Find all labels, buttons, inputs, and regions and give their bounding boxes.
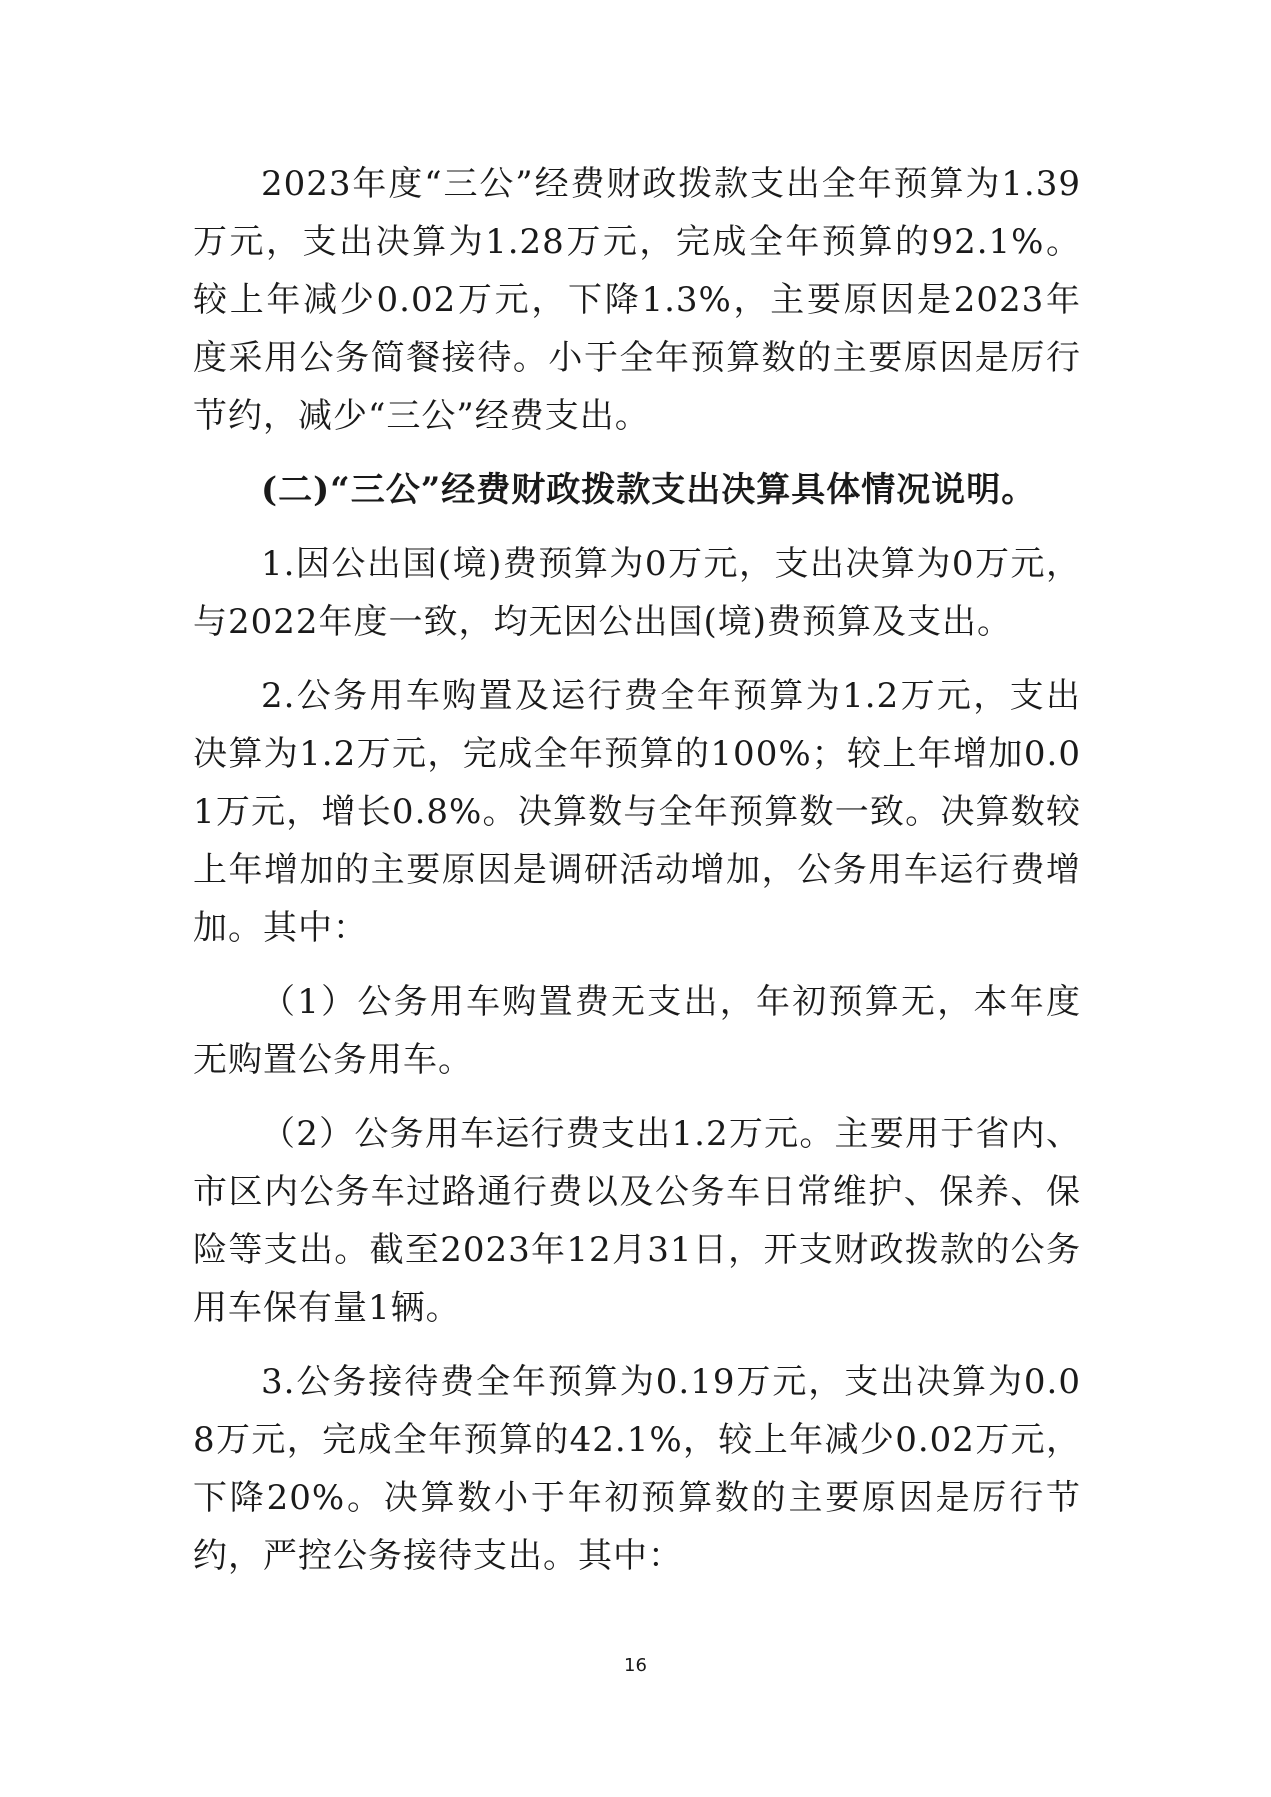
paragraph-official-reception: 3.公务接待费全年预算为0.19万元，支出决算为0.08万元，完成全年预算的42.1%，较上年减少0.02万元，下降20%。决算数小于年初预算数的主要原因是厉行节约，严控公务接待支出。其中：	[193, 1362, 1081, 1576]
paragraph-overseas-travel: 1.因公出国(境)费预算为0万元，支出决算为0万元，与2022年度一致，均无因公出国(境)费预算及支出。	[193, 544, 1081, 642]
paragraph-official-vehicles: 2.公务用车购置及运行费全年预算为1.2万元，支出决算为1.2万元，完成全年预算的100%；较上年增加0.01万元，增长0.8%。决算数与全年预算数一致。决算数较上年增加的主要原因是调研活动增加，公务用车运行费增加。其中：	[193, 676, 1081, 948]
paragraph-vehicle-operation: （2）公务用车运行费支出1.2万元。主要用于省内、市区内公务车过路通行费以及公务车日常维护、保养、保险等支出。截至2023年12月31日，开支财政拨款的公务用车保有量1辆。	[193, 1114, 1081, 1328]
paragraph-budget-summary: 2023年度“三公”经费财政拨款支出全年预算为1.39万元，支出决算为1.28万元，完成全年预算的92.1%。较上年减少0.02万元，下降1.3%，主要原因是2023年度采用公务简餐接待。小于全年预算数的主要原因是厉行节约，减少“三公”经费支出。	[193, 164, 1081, 436]
page-number: 16	[624, 1655, 647, 1676]
document-body	[193, 155, 1081, 1585]
section-heading-details: (二)“三公”经费财政拨款支出决算具体情况说明。	[261, 470, 1037, 510]
paragraph-vehicle-purchase: （1）公务用车购置费无支出，年初预算无，本年度无购置公务用车。	[193, 982, 1081, 1080]
